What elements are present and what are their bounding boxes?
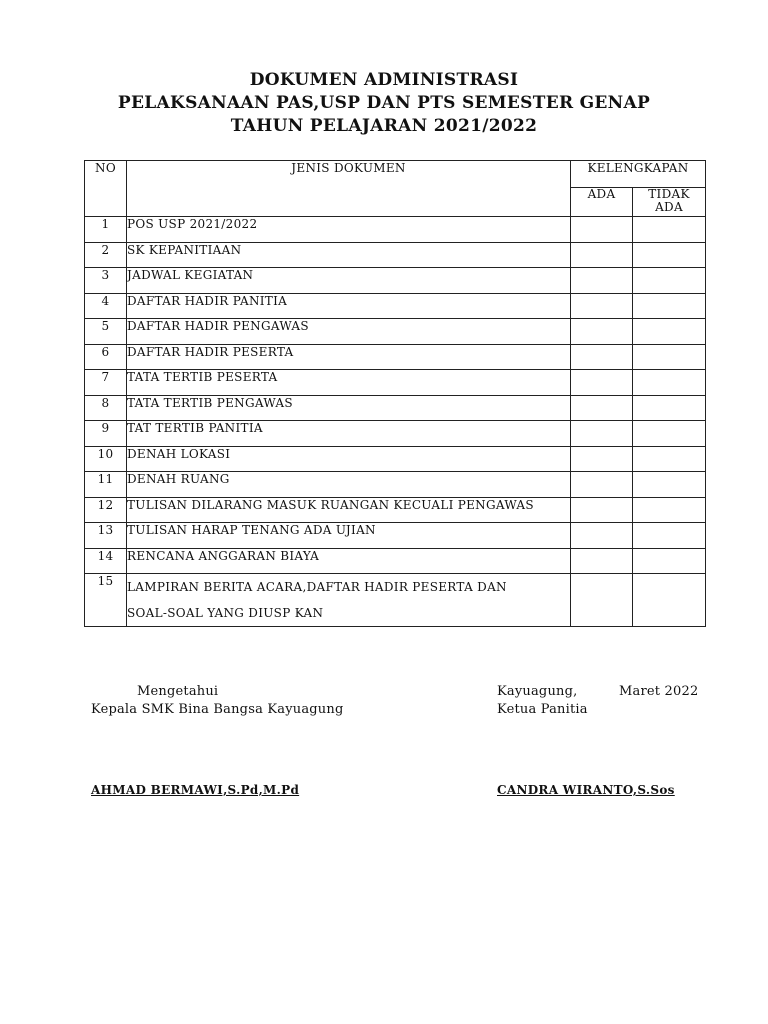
row-tidak-ada-cell xyxy=(633,217,706,243)
header-tidak-line2: ADA xyxy=(655,200,683,214)
row-document-name: TATA TERTIB PENGAWAS xyxy=(127,395,571,421)
row-document-name: JADWAL KEGIATAN xyxy=(127,268,571,294)
row-tidak-ada-cell xyxy=(633,319,706,345)
table-row xyxy=(85,293,706,319)
row-number: 11 xyxy=(85,472,127,498)
row-number: 13 xyxy=(85,523,127,549)
row-ada-cell xyxy=(571,497,633,523)
row-ada-cell xyxy=(571,268,633,294)
row-number: 10 xyxy=(85,446,127,472)
table-row xyxy=(85,319,706,345)
row-document-name: DAFTAR HADIR PENGAWAS xyxy=(127,319,571,345)
row-tidak-ada-cell xyxy=(633,497,706,523)
row-ada-cell xyxy=(571,242,633,268)
row-number: 8 xyxy=(85,395,127,421)
row-tidak-ada-cell xyxy=(633,472,706,498)
table-row xyxy=(85,395,706,421)
row-document-name: RENCANA ANGGARAN BIAYA xyxy=(127,548,571,574)
row-document-name: DAFTAR HADIR PESERTA xyxy=(127,344,571,370)
table-body xyxy=(85,217,706,627)
document-subtitle: PELAKSANAAN PAS,USP DAN PTS SEMESTER GENAP xyxy=(117,93,651,113)
row-tidak-ada-cell xyxy=(633,548,706,574)
row-ada-cell xyxy=(571,574,633,627)
header-kelengkapan: KELENGKAPAN xyxy=(571,161,706,188)
row-number: 4 xyxy=(85,293,127,319)
row-ada-cell xyxy=(571,370,633,396)
row-document-name: DAFTAR HADIR PANITIA xyxy=(127,293,571,319)
header-no: NO xyxy=(85,161,127,188)
row-number: 6 xyxy=(85,344,127,370)
signature-right-name: CANDRA WIRANTO,S.Sos xyxy=(497,783,675,797)
table-row xyxy=(85,242,706,268)
row-document-name: TAT TERTIB PANITIA xyxy=(127,421,571,447)
header-no-blank xyxy=(85,188,127,217)
row-number: 5 xyxy=(85,319,127,345)
row-number: 2 xyxy=(85,242,127,268)
row-tidak-ada-cell xyxy=(633,242,706,268)
table-row xyxy=(85,472,706,498)
row-tidak-ada-cell xyxy=(633,395,706,421)
document-year: TAHUN PELAJARAN 2021/2022 xyxy=(230,116,538,136)
row-tidak-ada-cell xyxy=(633,268,706,294)
header-tidak-ada xyxy=(633,188,706,217)
table-header-row xyxy=(85,161,706,188)
row-tidak-ada-cell xyxy=(633,446,706,472)
row-ada-cell xyxy=(571,293,633,319)
document-title: DOKUMEN ADMINISTRASI xyxy=(249,70,519,90)
row-ada-cell xyxy=(571,319,633,345)
row-number: 14 xyxy=(85,548,127,574)
row-tidak-ada-cell xyxy=(633,574,706,627)
row-ada-cell xyxy=(571,421,633,447)
row-ada-cell xyxy=(571,523,633,549)
row-tidak-ada-cell xyxy=(633,344,706,370)
row-tidak-ada-cell xyxy=(633,523,706,549)
signature-left-name: AHMAD BERMAWI,S.Pd,M.Pd xyxy=(91,783,300,797)
row-ada-cell xyxy=(571,472,633,498)
table-row xyxy=(85,548,706,574)
row-tidak-ada-cell xyxy=(633,370,706,396)
table-row xyxy=(85,268,706,294)
header-jenis-dokumen: JENIS DOKUMEN xyxy=(127,161,571,188)
row-number: 12 xyxy=(85,497,127,523)
row-document-name: DENAH LOKASI xyxy=(127,446,571,472)
table-row xyxy=(85,446,706,472)
row-ada-cell xyxy=(571,548,633,574)
row-ada-cell xyxy=(571,446,633,472)
signature-right-date: Maret 2022 xyxy=(619,684,699,699)
signature-right-role: Ketua Panitia xyxy=(497,702,588,717)
header-ada: ADA xyxy=(571,188,633,217)
table-row xyxy=(85,217,706,243)
table-row xyxy=(85,370,706,396)
table-subheader-row xyxy=(85,188,706,217)
header-tidak-line1: TIDAK xyxy=(648,187,690,201)
row-document-name: SK KEPANITIAAN xyxy=(127,242,571,268)
row-tidak-ada-cell xyxy=(633,421,706,447)
row-ada-cell xyxy=(571,217,633,243)
row-number: 7 xyxy=(85,370,127,396)
row-document-name xyxy=(127,574,571,627)
row-document-name: TULISAN DILARANG MASUK RUANGAN KECUALI PENGAWAS xyxy=(127,497,571,523)
row-ada-cell xyxy=(571,344,633,370)
row-document-name: POS USP 2021/2022 xyxy=(127,217,571,243)
table-row xyxy=(85,497,706,523)
signature-left-intro: Mengetahui xyxy=(137,684,219,699)
signature-left-role: Kepala SMK Bina Bangsa Kayuagung xyxy=(91,702,344,717)
table-row xyxy=(85,421,706,447)
document-checklist-table xyxy=(84,160,706,627)
row-number: 15 xyxy=(85,574,127,627)
row-number: 9 xyxy=(85,421,127,447)
signature-right-place: Kayuagung, xyxy=(497,684,578,699)
row-number: 1 xyxy=(85,217,127,243)
header-jenis-blank xyxy=(127,188,571,217)
row-document-name-line2: SOAL-SOAL YANG DIUSP KAN xyxy=(127,606,324,620)
row-ada-cell xyxy=(571,395,633,421)
row-document-name: TATA TERTIB PESERTA xyxy=(127,370,571,396)
row-document-name: TULISAN HARAP TENANG ADA UJIAN xyxy=(127,523,571,549)
row-document-name-line1: LAMPIRAN BERITA ACARA,DAFTAR HADIR PESERTA DAN xyxy=(127,580,507,594)
row-number: 3 xyxy=(85,268,127,294)
row-tidak-ada-cell xyxy=(633,293,706,319)
table-row xyxy=(85,344,706,370)
table-row xyxy=(85,523,706,549)
row-document-name: DENAH RUANG xyxy=(127,472,571,498)
table-row xyxy=(85,574,706,627)
